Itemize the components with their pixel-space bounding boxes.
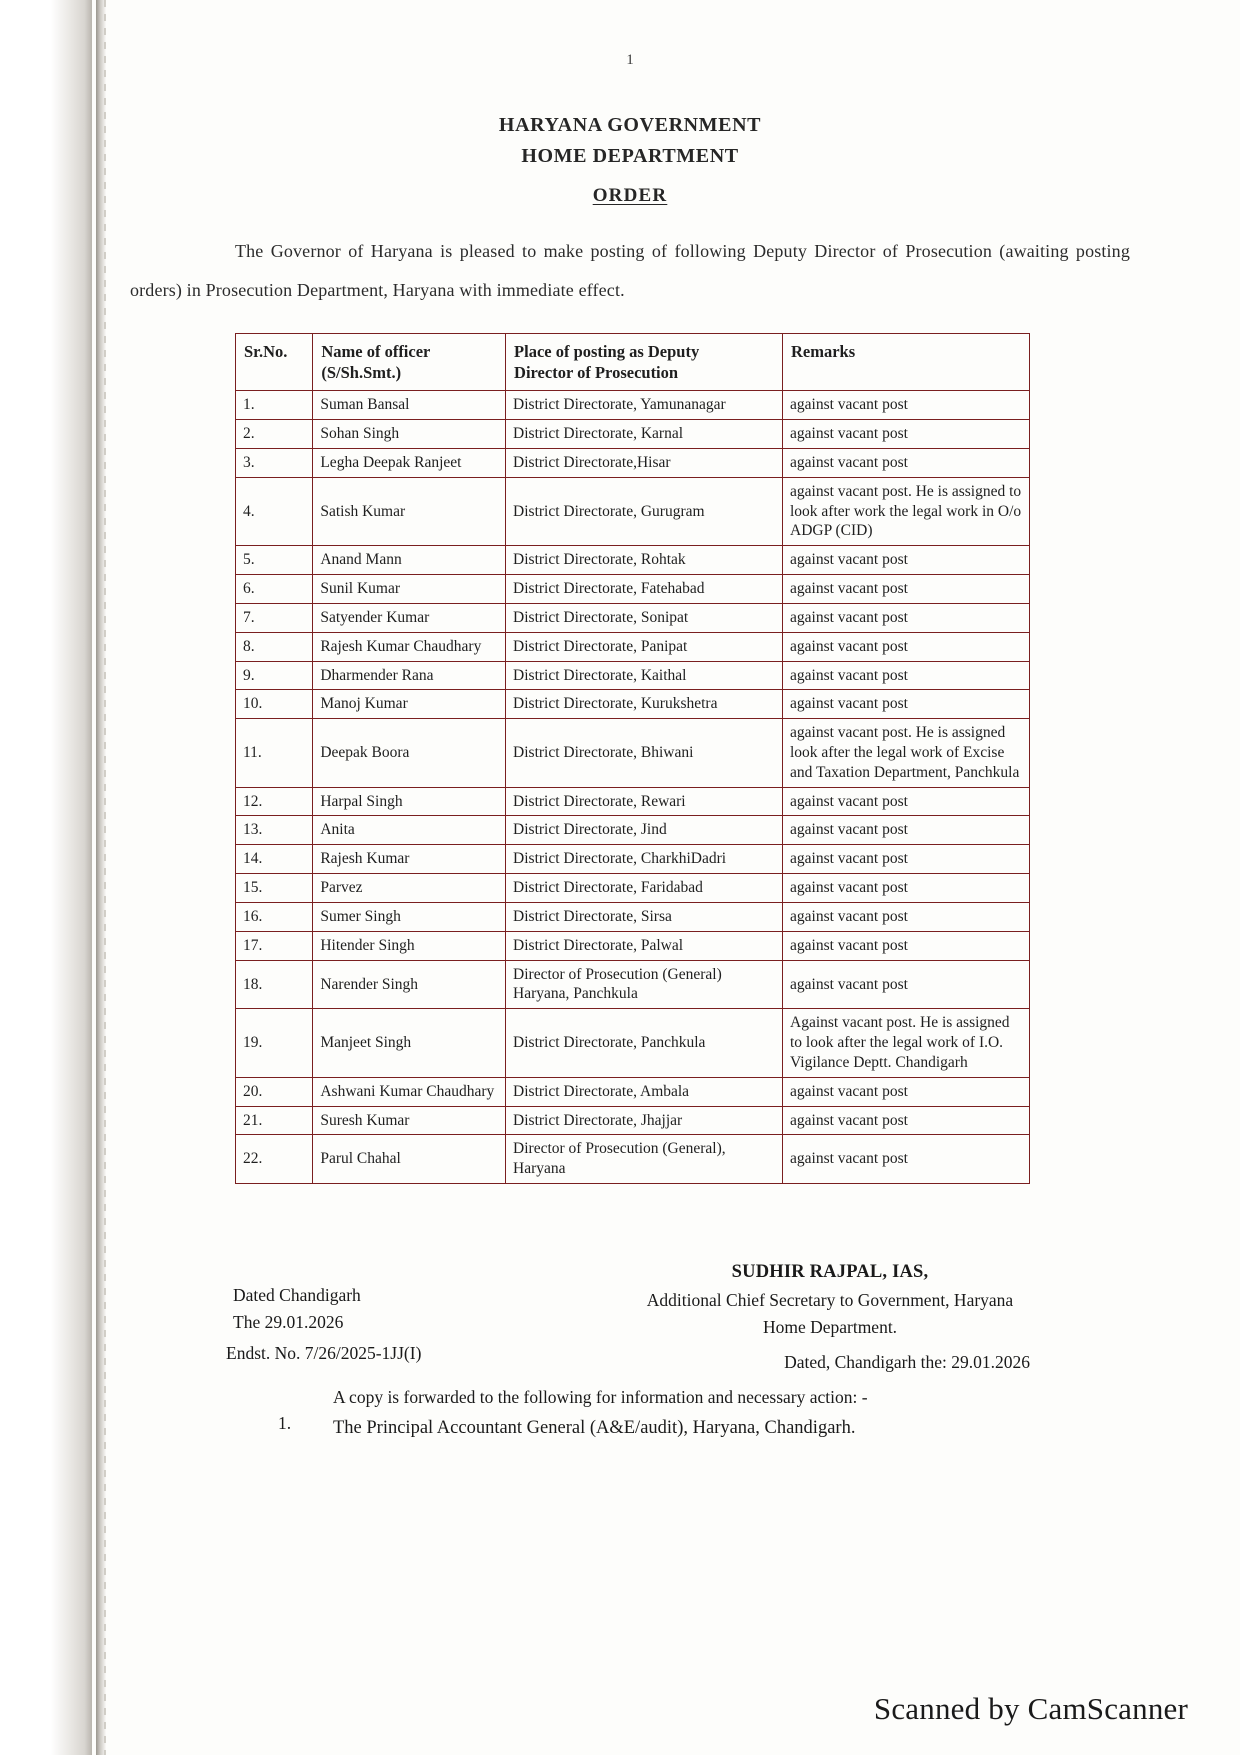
signature-block xyxy=(530,1258,1130,1341)
cell-serial: 7. xyxy=(236,603,313,632)
table-row xyxy=(236,448,1030,477)
signatory-department: Home Department. xyxy=(762,1316,898,1337)
cell-remarks: against vacant post xyxy=(783,448,1030,477)
cell-serial: 4. xyxy=(236,477,313,545)
cell-officer-name: Anand Mann xyxy=(313,546,506,575)
table-row xyxy=(236,575,1030,604)
endorsement-number: Endst. No. 7/26/2025-1JJ(I) xyxy=(226,1343,422,1363)
cell-officer-name: Rajesh Kumar Chaudhary xyxy=(313,632,506,661)
table-row xyxy=(236,661,1030,690)
cell-place-of-posting: District Directorate, Jhajjar xyxy=(506,1106,783,1135)
cell-remarks: against vacant post. He is assigned look after the legal work of Excise and Taxation Department, Panchkula xyxy=(783,719,1030,787)
cell-remarks: against vacant post xyxy=(783,632,1030,661)
table-row xyxy=(236,1135,1030,1184)
cell-remarks: against vacant post xyxy=(783,391,1030,420)
scan-left-edge-shadow xyxy=(0,0,92,1755)
cell-officer-name: Manjeet Singh xyxy=(313,1009,506,1077)
cell-place-of-posting: District Directorate, Bhiwani xyxy=(506,719,783,787)
cell-serial: 14. xyxy=(236,845,313,874)
table-row xyxy=(236,931,1030,960)
table-row xyxy=(236,546,1030,575)
table-header-row xyxy=(236,334,1030,391)
cell-place-of-posting: District Directorate, Rewari xyxy=(506,787,783,816)
cell-officer-name: Parul Chahal xyxy=(313,1135,506,1184)
page-number: 1 xyxy=(626,52,634,68)
dated-place: Dated Chandigarh xyxy=(233,1285,361,1305)
cell-serial: 1. xyxy=(236,391,313,420)
cell-remarks: against vacant post xyxy=(783,874,1030,903)
cell-remarks: against vacant post. He is assigned to look after work the legal work in O/o ADGP (CID) xyxy=(783,477,1030,545)
posting-table xyxy=(235,333,1030,1184)
cell-remarks: Against vacant post. He is assigned to look after the legal work of I.O. Vigilance Deptt. Chandigarh xyxy=(783,1009,1030,1077)
letterhead-line-department: HOME DEPARTMENT xyxy=(521,145,739,167)
cell-officer-name: Hitender Singh xyxy=(313,931,506,960)
column-header-name-line2: (S/Sh.Smt.) xyxy=(321,363,402,383)
table-row xyxy=(236,603,1030,632)
cell-officer-name: Suresh Kumar xyxy=(313,1106,506,1135)
cell-place-of-posting: District Directorate, Fatehabad xyxy=(506,575,783,604)
cell-place-of-posting: District Directorate, Gurugram xyxy=(506,477,783,545)
signatory-name: SUDHIR RAJPAL, IAS, xyxy=(731,1262,929,1282)
cell-serial: 8. xyxy=(236,632,313,661)
cell-remarks: against vacant post xyxy=(783,1077,1030,1106)
table-header xyxy=(236,334,1030,391)
cell-remarks: against vacant post xyxy=(783,420,1030,449)
cell-serial: 13. xyxy=(236,816,313,845)
dated-date: The 29.01.2026 xyxy=(233,1312,344,1333)
table-row xyxy=(236,816,1030,845)
cell-remarks: against vacant post xyxy=(783,816,1030,845)
cell-serial: 11. xyxy=(236,719,313,787)
endorsement-item-number: 1. xyxy=(278,1413,292,1433)
cell-remarks: against vacant post xyxy=(783,902,1030,931)
cell-place-of-posting: District Directorate, Panipat xyxy=(506,632,783,661)
column-header-place xyxy=(506,334,783,391)
cell-officer-name: Sunil Kumar xyxy=(313,575,506,604)
order-body-paragraph: The Governor of Haryana is pleased to make posting of following Deputy Director of Prosecution (awaiting posting orders) in Prosecution Department, Haryana with immediate effect. xyxy=(130,241,1130,300)
cell-officer-name: Harpal Singh xyxy=(313,787,506,816)
table-row xyxy=(236,874,1030,903)
cell-place-of-posting: District Directorate, Kaithal xyxy=(506,661,783,690)
column-header-serial: Sr.No. xyxy=(236,334,313,391)
column-header-remarks: Remarks xyxy=(783,334,1030,391)
table-row xyxy=(236,719,1030,787)
table-row xyxy=(236,845,1030,874)
table-row xyxy=(236,391,1030,420)
cell-serial: 10. xyxy=(236,690,313,719)
cell-remarks: against vacant post xyxy=(783,787,1030,816)
cell-place-of-posting: Director of Prosecution (General) Haryana, Panchkula xyxy=(506,960,783,1009)
cell-serial: 17. xyxy=(236,931,313,960)
table-row xyxy=(236,1106,1030,1135)
cell-officer-name: Rajesh Kumar xyxy=(313,845,506,874)
table-row xyxy=(236,960,1030,1009)
cell-officer-name: Anita xyxy=(313,816,506,845)
table-row xyxy=(236,477,1030,545)
cell-remarks: against vacant post xyxy=(783,603,1030,632)
cell-serial: 12. xyxy=(236,787,313,816)
cell-serial: 15. xyxy=(236,874,313,903)
table-row xyxy=(236,420,1030,449)
cell-remarks: against vacant post xyxy=(783,546,1030,575)
cell-serial: 9. xyxy=(236,661,313,690)
order-title: ORDER xyxy=(592,185,668,206)
table-row xyxy=(236,632,1030,661)
endorsement-item-text: The Principal Accountant General (A&E/audit), Haryana, Chandigarh. xyxy=(333,1418,856,1438)
cell-remarks: against vacant post xyxy=(783,931,1030,960)
table-row xyxy=(236,690,1030,719)
cell-officer-name: Sumer Singh xyxy=(313,902,506,931)
cell-place-of-posting: District Directorate, Karnal xyxy=(506,420,783,449)
cell-place-of-posting: District Directorate,Hisar xyxy=(506,448,783,477)
cell-place-of-posting: District Directorate, Sirsa xyxy=(506,902,783,931)
cell-remarks: against vacant post xyxy=(783,1106,1030,1135)
cell-serial: 22. xyxy=(236,1135,313,1184)
cell-place-of-posting: District Directorate, CharkhiDadri xyxy=(506,845,783,874)
cell-officer-name: Satyender Kumar xyxy=(313,603,506,632)
cell-serial: 16. xyxy=(236,902,313,931)
cell-serial: 21. xyxy=(236,1106,313,1135)
cell-remarks: against vacant post xyxy=(783,1135,1030,1184)
table-row xyxy=(236,1009,1030,1077)
cell-place-of-posting: Director of Prosecution (General), Haryana xyxy=(506,1135,783,1184)
document-content xyxy=(130,0,1130,1755)
cell-officer-name: Narender Singh xyxy=(313,960,506,1009)
table-row xyxy=(236,902,1030,931)
column-header-place-line2: Director of Prosecution xyxy=(514,363,679,383)
cell-place-of-posting: District Directorate, Ambala xyxy=(506,1077,783,1106)
cell-officer-name: Ashwani Kumar Chaudhary xyxy=(313,1077,506,1106)
cell-serial: 6. xyxy=(236,575,313,604)
endorsement-date: Dated, Chandigarh the: 29.01.2026 xyxy=(784,1352,1030,1372)
cell-place-of-posting: District Directorate, Yamunanagar xyxy=(506,391,783,420)
cell-officer-name: Suman Bansal xyxy=(313,391,506,420)
cell-place-of-posting: District Directorate, Sonipat xyxy=(506,603,783,632)
dated-place-block xyxy=(233,1282,361,1336)
table-body xyxy=(236,391,1030,1184)
cell-place-of-posting: District Directorate, Faridabad xyxy=(506,874,783,903)
table-row xyxy=(236,787,1030,816)
cell-serial: 19. xyxy=(236,1009,313,1077)
cell-serial: 3. xyxy=(236,448,313,477)
cell-place-of-posting: District Directorate, Kurukshetra xyxy=(506,690,783,719)
cell-officer-name: Manoj Kumar xyxy=(313,690,506,719)
cell-officer-name: Dharmender Rana xyxy=(313,661,506,690)
column-header-place-line1: Place of posting as Deputy xyxy=(514,342,700,361)
cell-serial: 20. xyxy=(236,1077,313,1106)
camscanner-watermark: Scanned by CamScanner xyxy=(873,1691,1188,1726)
cell-officer-name: Parvez xyxy=(313,874,506,903)
column-header-name xyxy=(313,334,506,391)
cell-officer-name: Deepak Boora xyxy=(313,719,506,787)
letterhead xyxy=(130,110,1130,172)
cell-remarks: against vacant post xyxy=(783,690,1030,719)
cell-remarks: against vacant post xyxy=(783,661,1030,690)
cell-place-of-posting: District Directorate, Palwal xyxy=(506,931,783,960)
cell-serial: 2. xyxy=(236,420,313,449)
cell-place-of-posting: District Directorate, Jind xyxy=(506,816,783,845)
cell-remarks: against vacant post xyxy=(783,575,1030,604)
cell-place-of-posting: District Directorate, Rohtak xyxy=(506,546,783,575)
scan-perforation-line xyxy=(104,0,106,1755)
cell-place-of-posting: District Directorate, Panchkula xyxy=(506,1009,783,1077)
signatory-designation: Additional Chief Secretary to Government, Haryana xyxy=(646,1289,1014,1310)
cell-remarks: against vacant post xyxy=(783,845,1030,874)
cell-officer-name: Satish Kumar xyxy=(313,477,506,545)
letterhead-line-government: HARYANA GOVERNMENT xyxy=(498,114,762,136)
column-header-name-line1: Name of officer xyxy=(321,342,431,361)
cell-officer-name: Legha Deepak Ranjeet xyxy=(313,448,506,477)
cell-serial: 18. xyxy=(236,960,313,1009)
cell-remarks: against vacant post xyxy=(783,960,1030,1009)
table-row xyxy=(236,1077,1030,1106)
cell-serial: 5. xyxy=(236,546,313,575)
endorsement-copy-line: A copy is forwarded to the following for information and necessary action: - xyxy=(333,1387,868,1407)
cell-officer-name: Sohan Singh xyxy=(313,420,506,449)
